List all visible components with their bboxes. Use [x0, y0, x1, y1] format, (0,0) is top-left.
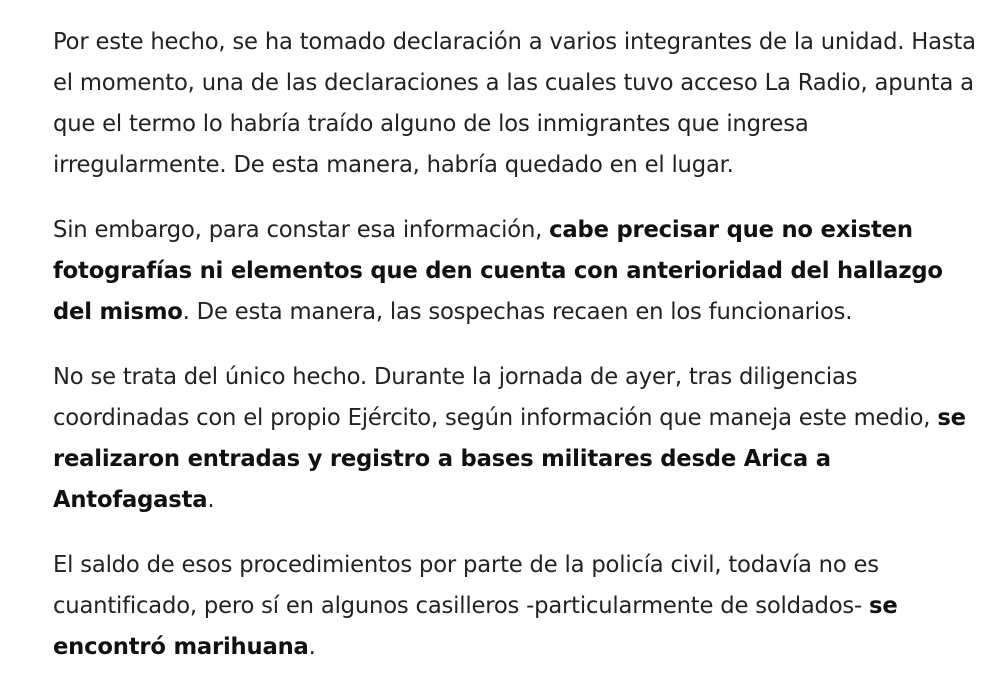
paragraph-bold-text: cabe precisar que no existen fotografías ni elementos que den cuenta con anterioridad del hallazgo del mismo: [53, 217, 943, 325]
paragraph-text: El saldo de esos procedimientos por parte de la policía civil, todavía no es cuantificado, pero sí en algunos casilleros -particularmente de soldados-: [53, 552, 879, 619]
article-paragraph-2: [53, 210, 978, 333]
paragraph-text: No se trata del único hecho. Durante la jornada de ayer, tras diligencias coordinadas con el propio Ejército, según información que maneja este medio,: [53, 364, 938, 431]
article-paragraph-4: [53, 545, 978, 668]
paragraph-text: . De esta manera, las sospechas recaen en los funcionarios.: [182, 299, 853, 325]
paragraph-bold-text: se realizaron entradas y registro a bases militares desde Arica a Antofagasta: [53, 405, 966, 513]
article-paragraph-1: [53, 22, 978, 186]
paragraph-text: Por este hecho, se ha tomado declaración a varios integrantes de la unidad. Hasta el momento, una de las declaraciones a las cuales tuvo acceso La Radio, apunta a que el termo lo habría traído alguno de los inmigrantes que ingresa irregularmente. De esta manera, habría quedado en el lugar.: [53, 29, 976, 178]
paragraph-text: Sin embargo, para constar esa información,: [53, 217, 550, 243]
article-body: [53, 22, 978, 692]
paragraph-text: .: [308, 634, 316, 660]
paragraph-text: .: [207, 487, 215, 513]
paragraph-bold-text: se encontró marihuana: [53, 593, 898, 660]
article-paragraph-3: [53, 357, 978, 521]
